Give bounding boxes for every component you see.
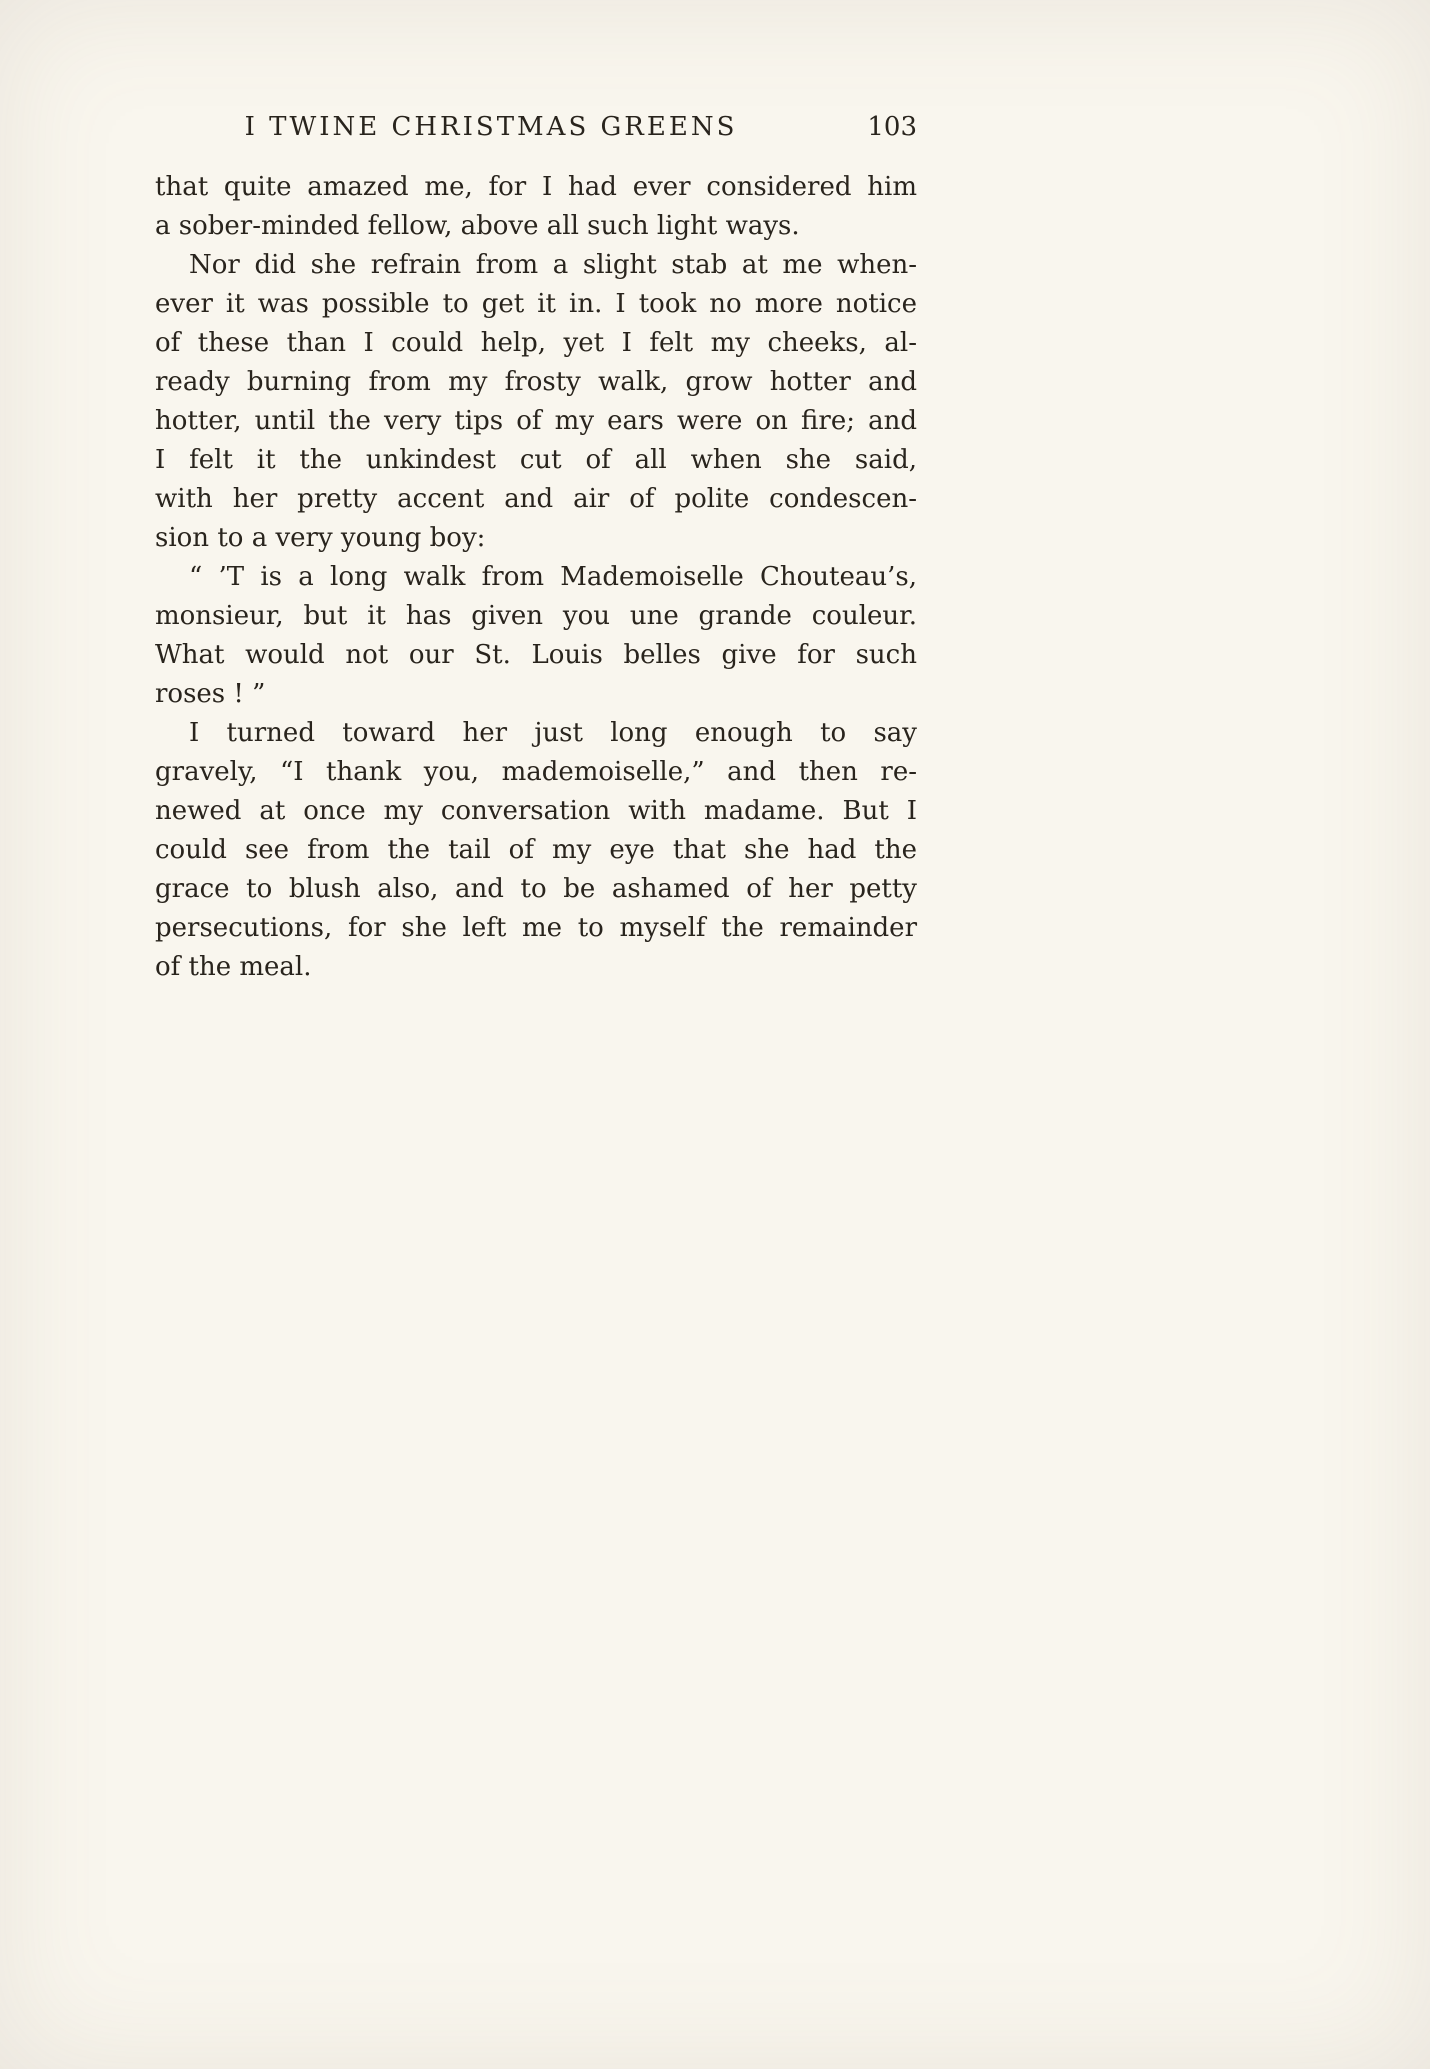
paragraph [155, 558, 917, 714]
text-line: a sober-minded fellow, above all such light ways. [155, 211, 800, 241]
text-line: “ ’T is a long walk from Mademoiselle Chouteau’s, [189, 562, 917, 592]
text-line: Nor did she refrain from a slight stab at me when- [189, 250, 917, 280]
text-line: ready burning from my frosty walk, grow hotter and [155, 367, 917, 397]
text-line: sion to a very young boy: [155, 523, 486, 553]
text-line: gravely, “I thank you, mademoiselle,” and then re- [155, 757, 917, 787]
page-body [155, 168, 917, 987]
text-line: I turned toward her just long enough to say [189, 718, 917, 748]
text-line: roses ! ” [155, 679, 266, 709]
text-line: persecutions, for she left me to myself the remainder [155, 913, 917, 943]
running-header [155, 112, 917, 152]
paragraph [155, 714, 917, 987]
text-line: that quite amazed me, for I had ever considered him [155, 172, 917, 202]
page-number: 103 [867, 112, 917, 142]
paragraph [155, 246, 917, 558]
text-line: could see from the tail of my eye that she had the [155, 835, 917, 865]
text-line: with her pretty accent and air of polite condescen- [155, 484, 917, 514]
text-line: newed at once my conversation with madame. But I [155, 796, 917, 826]
text-line: grace to blush also, and to be ashamed of her petty [155, 874, 917, 904]
text-line: hotter, until the very tips of my ears were on fire; and [155, 406, 917, 436]
running-header-title: I TWINE CHRISTMAS GREENS [244, 112, 738, 142]
text-line: of these than I could help, yet I felt my cheeks, al- [155, 328, 917, 358]
text-line: monsieur, but it has given you une grande couleur. [155, 601, 917, 631]
paragraph [155, 168, 917, 246]
text-line: ever it was possible to get it in. I took no more notice [155, 289, 917, 319]
text-line: of the meal. [155, 952, 312, 982]
text-line: What would not our St. Louis belles give for such [155, 640, 917, 670]
text-line: I felt it the unkindest cut of all when she said, [155, 445, 917, 475]
